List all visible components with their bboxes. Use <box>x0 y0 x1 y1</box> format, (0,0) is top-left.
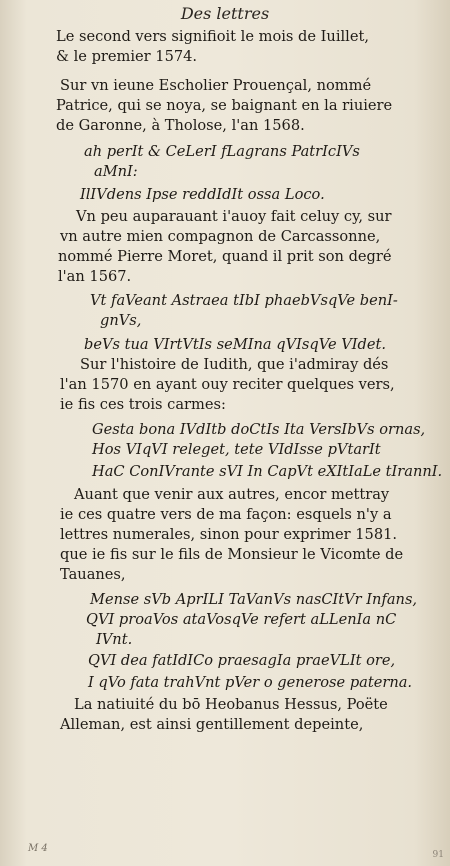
text-line: que ie fis sur le fils de Monsieur le Vicomte de <box>60 546 404 563</box>
text-line: Vn peu auparauant i'auoy fait celuy cy, sur <box>76 208 392 225</box>
text-line: Mense sVb AprILI TaVanVs nasCItVr Infans, <box>90 591 418 608</box>
text-line: Patrice, qui se noya, se baignant en la riuiere <box>56 97 393 114</box>
text-line: La natiuité du bō Heobanus Hessus, Poëte <box>74 696 388 713</box>
text-line: & le premier 1574. <box>56 48 198 65</box>
text-line: beVs tua VIrtVtIs seMIna qVIsqVe VIdet. <box>84 336 387 353</box>
page-number: 91 <box>432 850 444 860</box>
text-line: vn autre mien compagnon de Carcassonne, <box>60 228 381 245</box>
text-line: Gesta bona IVdItb doCtIs Ita VersIbVs ornas, <box>92 421 426 438</box>
text-line: HaC ConIVrante sVI In CapVt eXItIaLe tIrannI. <box>92 463 443 480</box>
text-line: Hos VIqVI releget, tete VIdIsse pVtarIt <box>92 441 381 458</box>
running-header: Des lettres <box>180 4 270 23</box>
text-line: aMnI: <box>94 163 138 180</box>
text-line: Tauanes, <box>60 566 126 583</box>
text-line: QVI proaVos ataVosqVe refert aLLenIa nC <box>86 611 397 628</box>
text-line: de Garonne, à Tholose, l'an 1568. <box>56 117 305 134</box>
text-line: Alleman, est ainsi gentillement depeinte, <box>60 716 364 733</box>
text-line: l'an 1567. <box>58 268 132 285</box>
text-line: Vt faVeant Astraea tIbI phaebVsqVe benI- <box>90 292 398 309</box>
text-line: nommé Pierre Moret, quand il prit son degré <box>58 248 392 265</box>
text-line: l'an 1570 en ayant ouy reciter quelques vers, <box>60 376 395 393</box>
text-line: IlIVdens Ipse reddIdIt ossa Loco. <box>80 186 325 203</box>
text-line: I qVo fata trahVnt pVer o generose paterna. <box>88 674 413 691</box>
signature-mark: M 4 <box>28 843 48 854</box>
text-line: lettres numerales, sinon pour exprimer 1581. <box>60 526 398 543</box>
text-line: ah perIt & CeLerI fLagrans PatrIcIVs <box>84 143 360 160</box>
text-line: QVI dea fatIdICo praesagIa praeVLIt ore, <box>88 652 396 669</box>
text-line: gnVs, <box>100 312 142 329</box>
text-line: Sur l'histoire de Iudith, que i'admiray dés <box>80 356 389 373</box>
text-line: ie fis ces trois carmes: <box>60 396 226 413</box>
text-line: ie ces quatre vers de ma façon: esquels n'y a <box>60 506 392 523</box>
text-line: Le second vers signifioit le mois de Iuillet, <box>56 28 369 45</box>
text-line: Auant que venir aux autres, encor mettray <box>74 486 390 503</box>
text-line: Sur vn ieune Escholier Prouençal, nommé <box>60 77 372 94</box>
text-line: IVnt. <box>96 631 133 648</box>
